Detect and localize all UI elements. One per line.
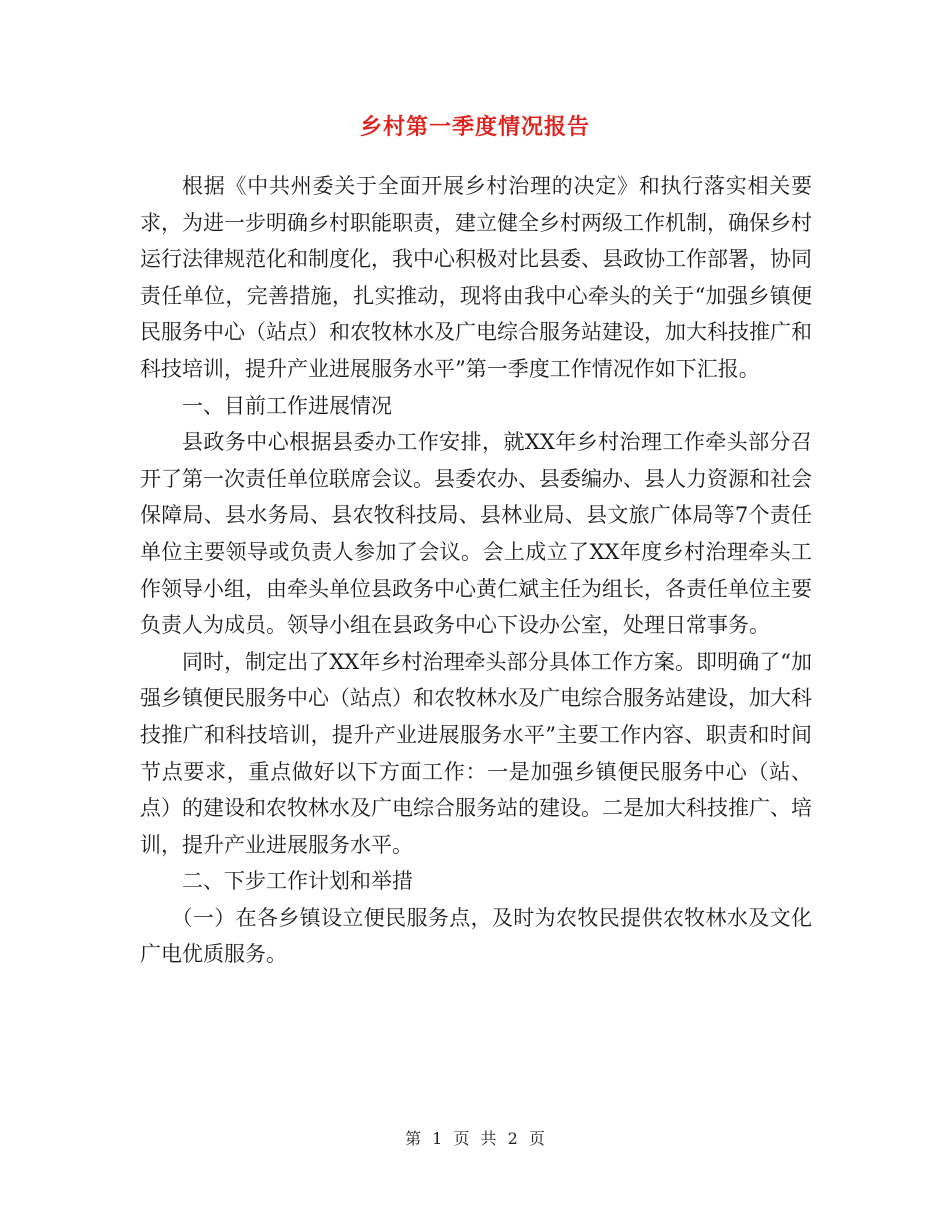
section-heading-progress: 一、目前工作进展情况 bbox=[182, 393, 392, 418]
page-number: 第 1 页 共 2 页 bbox=[405, 1129, 545, 1148]
intro-paragraph: 根据《中共州委关于全面开展乡村治理的决定》和执行落实相关要求，为进一步明确乡村职能职责，建立健全乡村两级工作机制，确保乡村运行法律规范化和制度化，我中心积极对比县委、县政协工作部署，协同责任单位，完善措施，扎实推动，现将由我中心牵头的关于“加强乡镇便民服务中心（站点）和农牧林水及广电综合服务站建设，加大科技推广和科技培训，提升产业进展服务水平”第一季度工作情况作如下汇报。 bbox=[140, 174, 812, 381]
progress-paragraph: 县政务中心根据县委办工作安排，就XX年乡村治理工作牵头部分召开了第一次责任单位联席会议。县委农办、县委编办、县人力资源和社会保障局、县水务局、县农牧科技局、县林业局、县文旅广体局等7个责任单位主要领导或负责人参加了会议。会上成立了XX年度乡村治理牵头工作领导小组，由牵头单位县政务中心黄仁斌主任为组长，各责任单位主要负责人为成员。领导小组在县政务中心下设办公室，处理日常事务。 bbox=[140, 430, 812, 638]
plan-paragraph: 同时，制定出了XX年乡村治理牵头部分具体工作方案。即明确了“加强乡镇便民服务中心（站点）和农牧林水及广电综合服务站建设，加大科技推广和科技培训，提升产业进展服务水平”主要工作内容、职责和时间节点要求，重点做好以下方面工作：一是加强乡镇便民服务中心（站、点）的建设和农牧林水及广电综合服务站的建设。二是加大科技推广、培训，提升产业进展服务水平。 bbox=[140, 649, 812, 857]
next-step-item-1: （一）在各乡镇设立便民服务点，及时为农牧民提供农牧林水及文化广电优质服务。 bbox=[140, 905, 812, 967]
document-title: 乡村第一季度情况报告 bbox=[359, 114, 590, 140]
document-body bbox=[140, 168, 812, 973]
section-heading-next-steps: 二、下步工作计划和举措 bbox=[182, 869, 413, 894]
